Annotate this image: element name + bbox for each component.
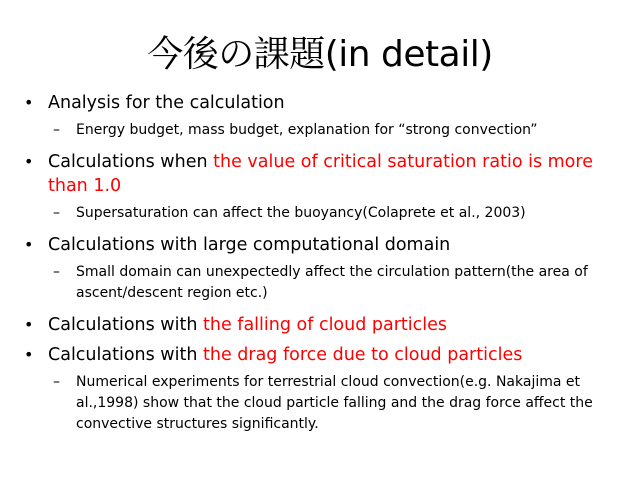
sub-bullet-small-domain [22, 262, 622, 304]
slide-title: 今後の課題(in detail) [147, 34, 493, 75]
bullet-marker: • [24, 152, 34, 171]
bullet-highlight: the value of critical saturation ratio is more than 1.0 [48, 152, 593, 196]
sub-bullet-text: Energy budget, mass budget, explanation for “strong convection” [76, 122, 538, 138]
bullet-highlight: the drag force due to cloud particles [203, 345, 523, 365]
dash-marker: – [53, 264, 60, 280]
bullet-text: Calculations with [48, 345, 203, 365]
bullet-text: Calculations with [48, 315, 203, 335]
sub-bullet-text: Numerical experiments for terrestrial cloud convection(e.g. Nakajima et al.,1998) show that the cloud particle falling and the drag force affect the convective structures significantly. [76, 374, 593, 432]
bullet-marker: • [24, 345, 34, 364]
sub-bullet-supersaturation [22, 203, 622, 224]
dash-marker: – [53, 374, 60, 390]
bullet-text: Analysis for the calculation [48, 93, 285, 113]
sub-bullet-text: Small domain can unexpectedly affect the circulation pattern(the area of ascent/descent region etc.) [76, 264, 588, 301]
sub-bullet-text: Supersaturation can affect the buoyancy(Colaprete et al., 2003) [76, 205, 526, 221]
bullet-item-analysis [22, 91, 622, 115]
bullet-text: Calculations when [48, 152, 214, 172]
bullet-highlight: the falling of cloud particles [203, 315, 448, 335]
bullet-item-falling-particles [22, 313, 622, 337]
bullet-marker: • [24, 235, 34, 254]
bullet-item-large-domain [22, 233, 622, 257]
bullet-item-drag-force [22, 343, 622, 367]
dash-marker: – [53, 122, 60, 138]
bullet-marker: • [24, 315, 34, 334]
bullet-text: Calculations with large computational domain [48, 235, 451, 255]
sub-bullet-analysis [22, 120, 622, 141]
dash-marker: – [53, 205, 60, 221]
bullet-marker: • [24, 93, 34, 112]
bullet-list [22, 91, 622, 444]
bullet-item-critical-saturation [22, 150, 622, 198]
sub-bullet-numerical-experiments [22, 372, 622, 435]
